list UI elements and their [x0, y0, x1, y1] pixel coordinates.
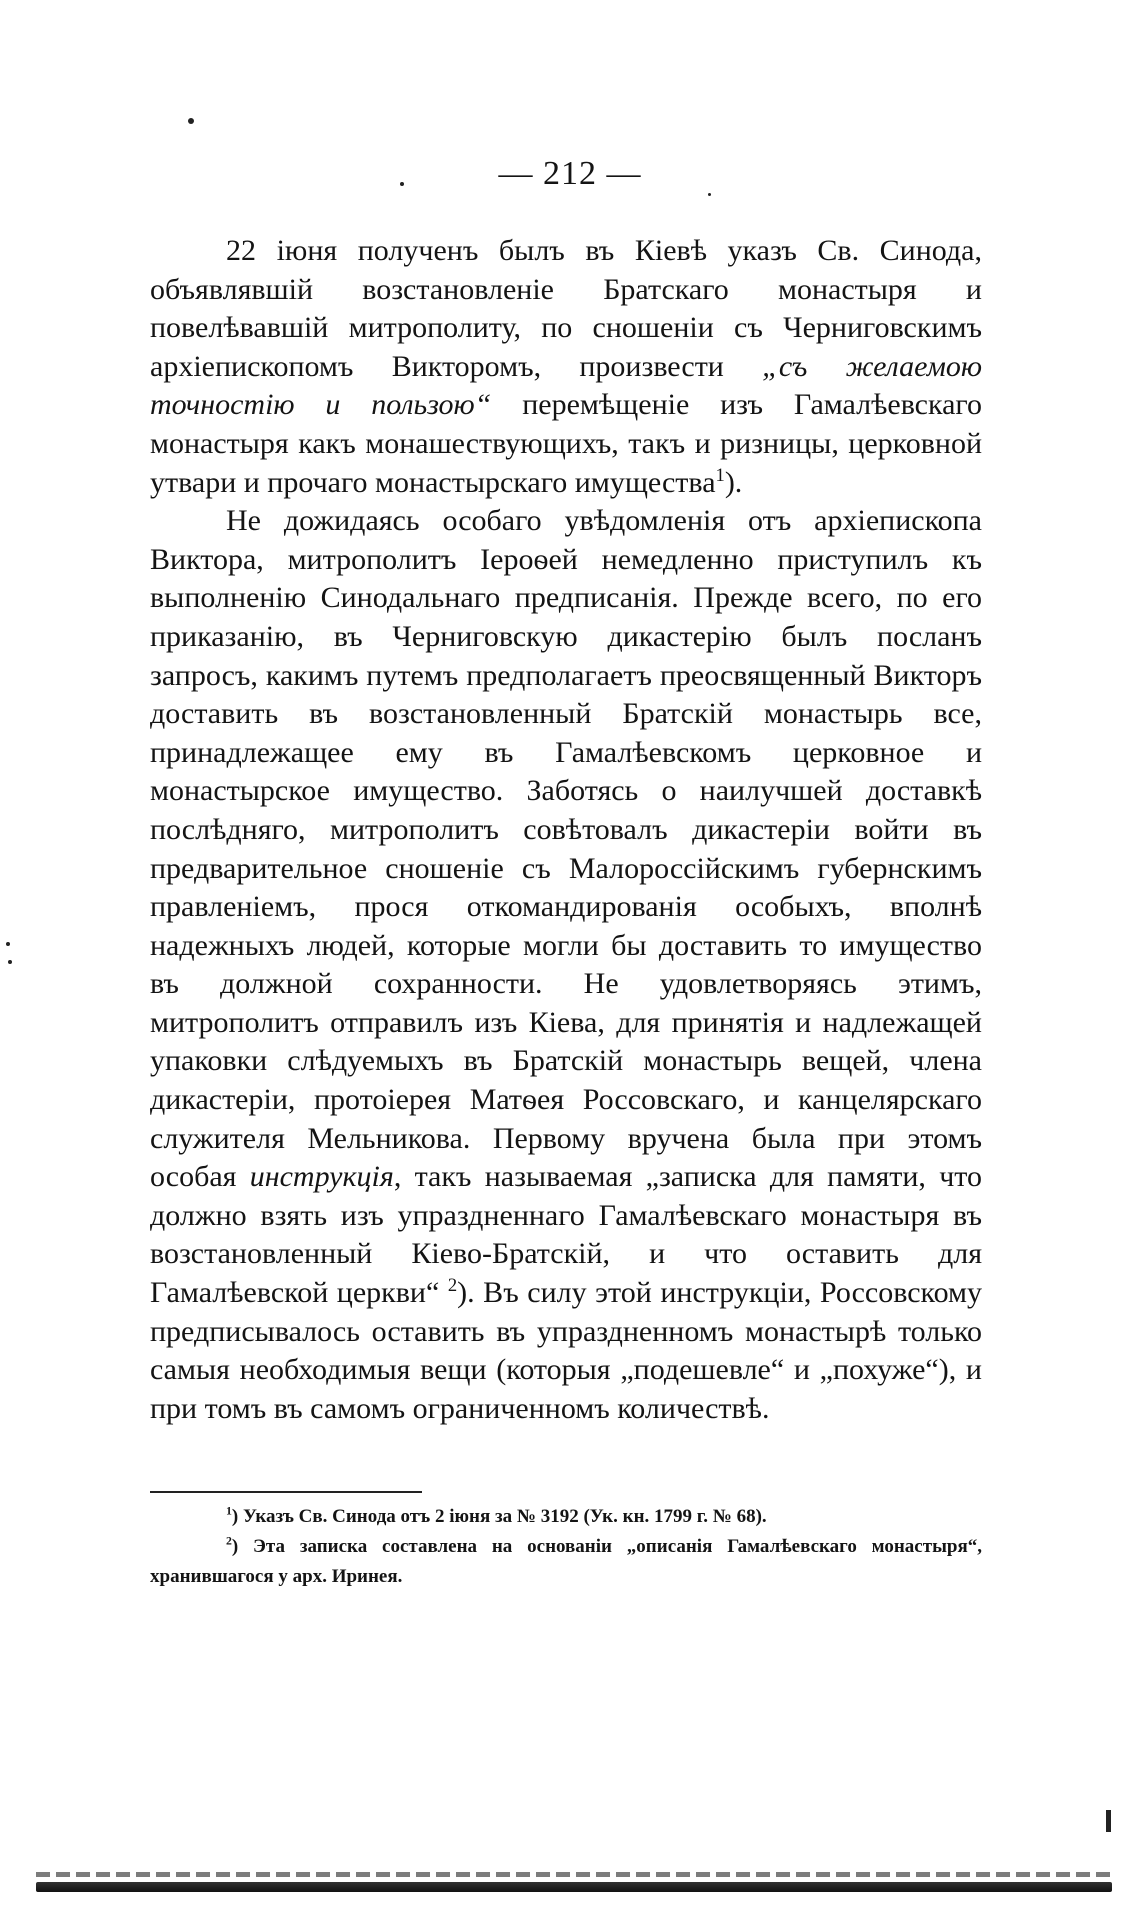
text-run: ). Въ силу этой инструкціи, Россовскому предписывалось оставить въ упраздненномъ монастырѣ только самыя необходимыя вещи (которыя „подешевле“ и „похуже“), и при томъ въ самомъ ограниченномъ количествѣ.	[150, 1276, 982, 1425]
footnote-text: ) Эта записка составлена на основаніи „описанія Гамалѣевскаго монастыря“, хранившагося у арх. Иринея.	[150, 1536, 982, 1587]
text-run: Не дожидаясь особаго увѣдомленія отъ архіепископа Виктора, митрополитъ Іероѳей немедленно приступилъ къ выполненію Синодальнаго предписанія. Прежде всего, по его приказанію, въ Черниговскую дикастерію былъ посланъ запросъ, какимъ путемъ предполагаетъ преосвященный Викторъ доставить въ возстановленный Братскій монастырь все, принадлежащее ему въ Гамалѣевскомъ церковное и монастырское имущество. Заботясь о наилучшей доставкѣ послѣдняго, митрополитъ совѣтовалъ дикастеріи войти въ предварительное сношеніе съ Малороссійскимъ губернскимъ правленіемъ, прося откомандированія особыхъ, вполнѣ надежныхъ людей, которые могли бы доставить то имущество въ должной сохранности. Не удовлетворяясь этимъ, митрополитъ отправилъ изъ Кіева, для принятія и надлежащей упаковки слѣдуемыхъ въ Братскій монастырь вещей, члена дикастеріи, протоіерея Матѳея Россовскаго, и канцелярскаго служителя Мельникова. Первому вручена была при этомъ особая	[150, 504, 982, 1194]
text-run: перемѣщеніе изъ Гамалѣевскаго монастыря какъ монашествующихъ, такъ и ризницы, церковной утвари и прочаго монастырскаго имущества	[150, 388, 982, 499]
footnote-mark: 1	[226, 1504, 232, 1518]
italic-text-run: инструкція	[249, 1160, 394, 1194]
footnote-text: ) Указъ Св. Синода отъ 2 іюня за № 3192 (Ук. кн. 1799 г. № 68).	[231, 1506, 767, 1527]
footnote-mark: 2	[226, 1534, 232, 1548]
page-speck	[8, 960, 12, 964]
italic-text-run: „съ желаемою точностію и пользою“	[150, 349, 982, 422]
text-run: ).	[724, 465, 743, 499]
text-run: , такъ называемая „записка для памяти, что должно взять изъ упраздненнаго Гамалѣевскаго монастыря въ возстановленный Кіево-Братскій, и что оставить для Гамалѣевской церкви“	[150, 1160, 982, 1310]
scan-edge-texture	[36, 1872, 1112, 1877]
text-run: 22 іюня полученъ былъ въ Кіевѣ указъ Св. Синода, объявлявшій возстановленіе Братскаго монастыря и повелѣвавшій митрополиту, по сношеніи съ Черниговскимъ архіепископомъ Викторомъ, произвести	[150, 234, 982, 383]
footnote-divider	[150, 1491, 422, 1493]
scan-edge-mark	[1106, 1810, 1111, 1832]
page-speck	[6, 942, 10, 946]
footnote-reference: 2	[447, 1275, 458, 1297]
paragraph	[150, 502, 982, 1428]
footnote	[150, 1532, 982, 1592]
page-speck	[188, 118, 194, 124]
page-speck	[708, 193, 711, 196]
body-text	[150, 232, 982, 1428]
footnote-reference: 1	[715, 464, 725, 486]
footnote	[150, 1502, 982, 1532]
paragraph	[150, 232, 982, 502]
scan-bottom-edge	[36, 1882, 1112, 1892]
footnotes	[150, 1502, 982, 1592]
page-number: — 212 —	[498, 155, 642, 192]
